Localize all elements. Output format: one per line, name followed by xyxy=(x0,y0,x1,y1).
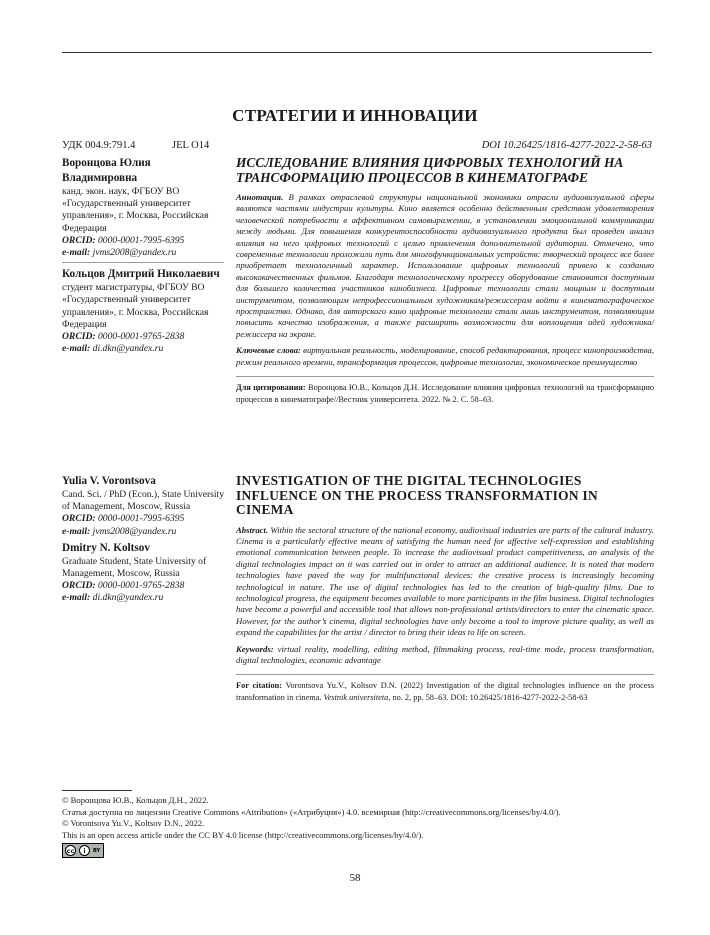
author-affiliation: Cand. Sci. / PhD (Econ.), State University of Management, Moscow, Russia xyxy=(62,489,225,513)
author-name: Кольцов Дмитрий Николаевич xyxy=(62,268,220,281)
citation-divider xyxy=(236,674,654,675)
citation-label: For citation: xyxy=(236,681,282,691)
doi-link[interactable]: DOI 10.26425/1816-4277-2022-2-58-63 xyxy=(481,140,652,151)
author-orcid[interactable]: ORCID: 0000-0001-7995-6395 xyxy=(62,234,185,246)
citation-tail: , no. 2, pp. 58–63. DOI: 10.26425/1816-4277-2022-2-58-63 xyxy=(388,692,588,702)
author-affiliation: студент магистратуры, ФГБОУ ВО «Государственный университет управления», г. Москва, Российская Федерация xyxy=(62,282,209,330)
ru-article-column xyxy=(236,156,654,405)
citation-text: Воронцова Ю.В., Кольцов Д.Н. Исследование влияния цифровых технологий на трансформацию процессов в кинематографе//Вестник университета. 2022. № 2. С. 58–63. xyxy=(236,383,655,404)
jel-code: JEL O14 xyxy=(172,140,210,151)
abstract-label: Аннотация. xyxy=(236,192,284,202)
citation-label: Для цитирования: xyxy=(236,383,306,393)
citation-text: Vorontsova Yu.V., Koltsov D.N. (2022) Investigation of the digital technologies influence on the process transformation in cinema. xyxy=(236,681,654,702)
author-divider xyxy=(62,262,224,263)
abstract-en xyxy=(236,525,654,639)
udc-code: УДК 004.9:791.4 xyxy=(62,140,136,151)
article-title-en: INVESTIGATION OF THE DIGITAL TECHNOLOGIES INFLUENCE ON THE PROCESS TRANSFORMATION IN CINEMA xyxy=(236,473,598,517)
author-name: Yulia V. Vorontsova xyxy=(62,475,156,487)
author-email[interactable]: e-mail: di.dkn@yandex.ru xyxy=(62,592,164,604)
by-label: BY xyxy=(93,847,101,854)
citation-en xyxy=(236,680,654,703)
author-email[interactable]: e-mail: jvms2008@yandex.ru xyxy=(62,247,177,259)
footnote-license-en[interactable]: This is an open access article under the CC BY 4.0 license (http://creativecommons.org/licenses/by/4.0/). xyxy=(62,829,424,840)
keywords-label: Keywords: xyxy=(236,643,274,654)
abstract-label: Abstract. xyxy=(236,524,269,535)
attribution-icon: i xyxy=(79,845,90,856)
citation-divider xyxy=(236,376,654,377)
abstract-text: Within the sectoral structure of the national economy, audiovisual industries are parts of the cultural industry. Cinema is a particularly effective means of satisfying the human need for affective self-expression and establishing emotional communication between people. To increase the audiovisual product competitiveness, an analysis of the digital technologies impact on it was carried out in order to attract an additional audience. It is noted that modern technologies have paved the way for multifunctional devices: the creative process is increasingly becoming technological in nature. The use of digital technologies has led to the creation of high-quality films. Due to technological progress, the equipment becomes available to more participants in the film business. Digital technologies have become a powerful and accessible tool that allows non-professional artists/directors to enter the cinematic space. However, for the author’s cinema, digital technologies have only become a tool to improve picture quality, as well as expand the capabilities for the artist / director to bring their ideas to life on screen. xyxy=(236,524,654,638)
en-authors-column xyxy=(62,474,224,605)
author-affiliation: Graduate Student, State University of Management, Moscow, Russia xyxy=(62,555,207,580)
author-affiliation: канд. экон. наук, ФГБОУ ВО «Государственный университет управления», г. Москва, Российская Федерация xyxy=(62,186,209,234)
keywords-ru xyxy=(236,345,654,368)
footnote-license-ru[interactable]: Статья доступна по лицензии Creative Commons «Attribution» («Атрибуция») 4.0. всемирная (http://creativecommons.org/licenses/by/4.0/). xyxy=(62,806,561,817)
author-email[interactable]: e-mail: di.dkn@yandex.ru xyxy=(62,343,164,355)
abstract-text: В рамках отраслевой структуры национальной экономики отрасли аудиовизуальной сферы являются частями индустрии культуры. Кино является особенно действенным средством удовлетворения человеческой потребности в аффективном самовыражении, в установлении эмоциональной коммуникации между людьми. Для повышения конкурентоспособности аудиовизуального продукта был проведен анализ влияния на него цифровых технологий с целью привлечения дополнительной аудитории. Отмечено, что современные технологии проложили путь для многофункциональных устройств: творческий процесс все более приобретает технологичный характер. Использование цифровых технологий привело к созданию высококачественных фильмов. Благодаря технологическому прогрессу оборудование становится доступным для большего количества участников кинобизнеса. Цифровые технологии стали мощным и доступным инструментом, позволяющим непрофессиональным художникам/режиссерам войти в кинематографическое пространство. Однако, для авторского кино цифровые технологии стали лишь инструментом, позволяющим повысить качество изображения, а также расширить возможности для воплощения идей художника/режиссера на экране. xyxy=(236,192,655,339)
abstract-ru xyxy=(236,192,654,340)
author-name: Воронцова Юлия Владимировна xyxy=(62,157,151,184)
cc-icon: cc xyxy=(66,846,75,855)
ru-authors-column xyxy=(62,156,224,355)
author-orcid[interactable]: ORCID: 0000-0001-9765-2838 xyxy=(62,331,185,343)
footnote-copyright-ru: © Воронцова Ю.В., Кольцов Д.Н., 2022. xyxy=(62,795,209,805)
keywords-text: виртуальная реальность, моделирование, способ редактирования, процесс кинопроизводства, режим реального времени, трансформация процессов, цифровые технологии, экономическое преимущество xyxy=(236,345,654,367)
keywords-text: virtual reality, modelling, editing method, filmmaking process, real-time mode, process transformation, digital technologies, economic advantage xyxy=(236,643,654,665)
keywords-en xyxy=(236,644,654,667)
section-title: СТРАТЕГИИ И ИННОВАЦИИ xyxy=(232,106,478,125)
footnotes xyxy=(62,795,662,841)
author-orcid[interactable]: ORCID: 0000-0001-7995-6395 xyxy=(62,513,185,525)
footnote-copyright-en: © Vorontsova Yu.V., Koltsov D.N., 2022. xyxy=(62,818,205,829)
citation-journal: Vestnik universiteta xyxy=(323,692,389,702)
article-title-ru: ИССЛЕДОВАНИЕ ВЛИЯНИЯ ЦИФРОВЫХ ТЕХНОЛОГИЙ НА ТРАНСФОРМАЦИЮ ПРОЦЕССОВ В КИНЕМАТОГРАФЕ xyxy=(236,155,624,185)
author-orcid[interactable]: ORCID: 0000-0001-9765-2838 xyxy=(62,580,185,592)
keywords-label: Ключевые слова: xyxy=(236,345,301,356)
footnote-rule xyxy=(62,790,132,791)
page-number: 58 xyxy=(349,872,361,884)
header-rule xyxy=(62,52,652,53)
author-name: Dmitry N. Koltsov xyxy=(62,541,150,554)
author-email[interactable]: e-mail: jvms2008@yandex.ru xyxy=(62,525,177,537)
cc-by-license-icon[interactable] xyxy=(62,843,104,858)
en-article-column xyxy=(236,474,654,703)
citation-ru xyxy=(236,382,654,405)
